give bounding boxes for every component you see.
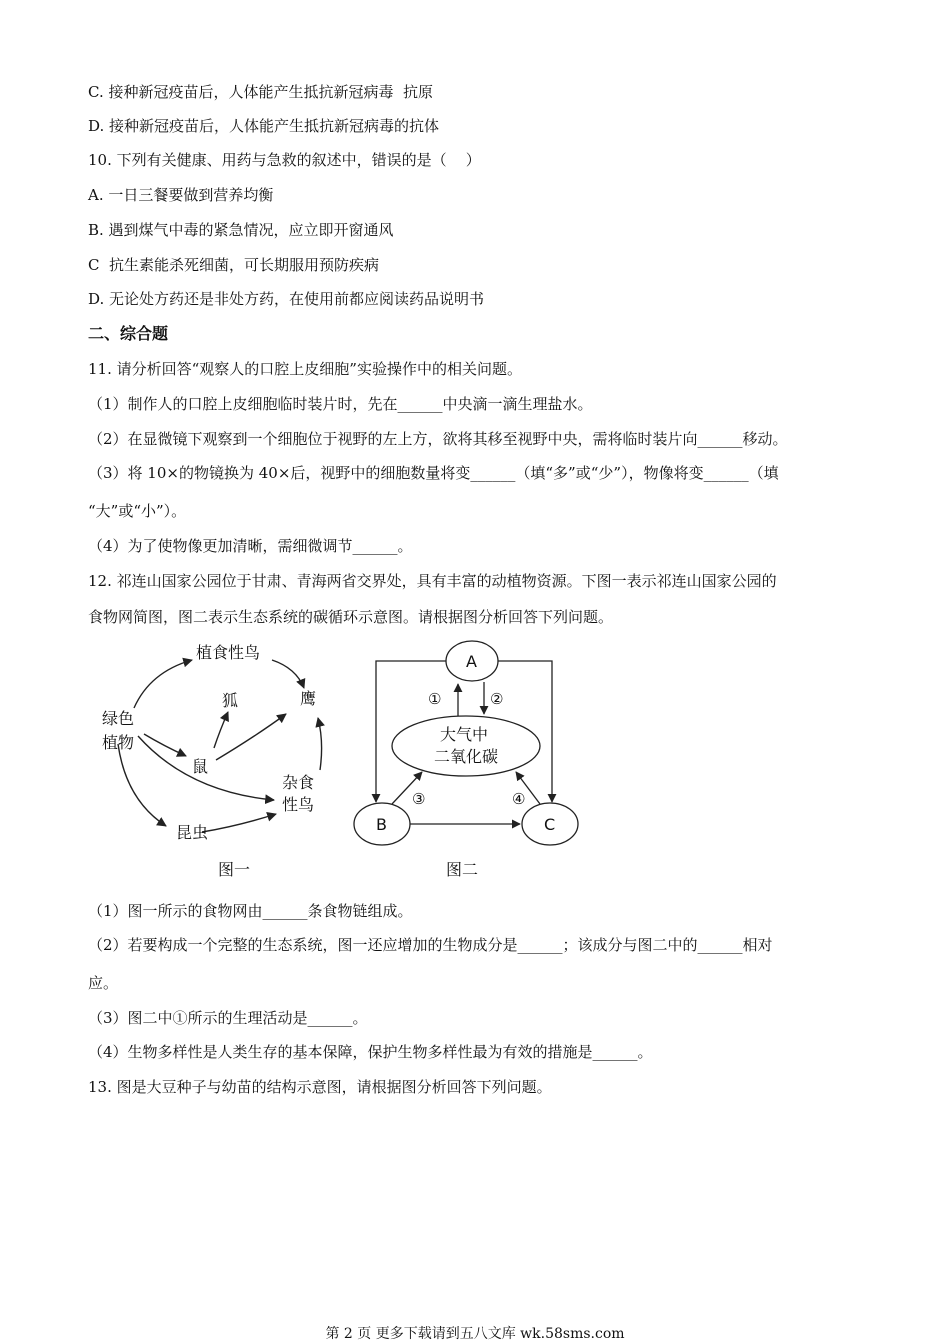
option-a-q10: A. 一日三餐要做到营养均衡 [88,186,274,204]
arrow-omni-bird-to-eagle [318,718,322,770]
q11-part-4: （4）为了使物像更加清晰，需细微调节______。 [88,537,413,555]
q12-part-3: （3）图二中①所示的生理活动是______。 [88,1009,368,1027]
q11-part-2: （2）在显微镜下观察到一个细胞位于视野的左上方，欲将其移至视野中央，需将临时装片向______移动。 [88,430,788,448]
arrow-plant-to-herb-bird [134,660,192,708]
q11-part-1: （1）制作人的口腔上皮细胞临时装片时，先在______中央滴一滴生理盐水。 [88,395,593,413]
carbon-cycle-diagram [348,638,588,888]
node-mouse: 鼠 [192,757,209,776]
arrow-insect-to-omni-bird [202,814,276,832]
q12-part-4: （4）生物多样性是人类生存的基本保障，保护生物多样性最为有效的措施是______。 [88,1043,653,1061]
arrow-herb-bird-to-eagle [272,660,304,688]
figure1-caption: 图一 [218,860,251,879]
arrow-plant-to-mouse [144,734,186,756]
label-2: ② [490,690,504,708]
node-co2-line1: 大气中 [440,725,489,744]
arrow-mouse-to-eagle [216,714,286,760]
question-12-cont: 食物网简图，图二表示生态系统的碳循环示意图。请根据图分析回答下列问题。 [88,608,614,626]
figure2-caption: 图二 [446,860,479,879]
node-plant-line1: 绿色 [102,709,135,728]
q12-part-2-cont: 应。 [88,974,119,992]
question-11: 11. 请分析回答“观察人的口腔上皮细胞”实验操作中的相关问题。 [88,360,522,378]
label-1: ① [428,690,442,708]
node-omni-bird-line2: 性鸟 [282,795,315,814]
question-13: 13. 图是大豆种子与幼苗的结构示意图，请根据图分析回答下列问题。 [88,1078,552,1096]
section-heading: 二、综合题 [88,324,169,343]
node-insect: 昆虫 [176,823,209,842]
question-10: 10. 下列有关健康、用药与急救的叙述中，错误的是（ ） [88,151,481,169]
node-plant-line2: 植物 [102,733,135,752]
question-12: 12. 祁连山国家公园位于甘肃、青海两省交界处，具有丰富的动植物资源。下图一表示祁连山国家公园的 [88,572,777,590]
option-c-q10: C 抗生素能杀死细菌，可长期服用预防疾病 [88,256,380,274]
option-d-q9: D. 接种新冠疫苗后，人体能产生抵抗新冠病毒的抗体 [88,117,440,135]
q11-part-3-cont: “大”或“小”）。 [88,502,187,520]
label-4: ④ [512,790,526,808]
node-c: C [544,815,556,834]
food-web-diagram [88,632,348,888]
node-a: A [466,652,477,671]
node-b: B [376,815,387,834]
node-co2-line2: 二氧化碳 [434,747,499,766]
arrow-a-to-b [376,661,446,802]
option-d-q10: D. 无论处方药还是非处方药，在使用前都应阅读药品说明书 [88,290,485,308]
option-b-q10: B. 遇到煤气中毒的紧急情况，应立即开窗通风 [88,221,394,239]
page-footer: 第 2 页 更多下载请到五八文库 wk.58sms.com [325,1326,625,1342]
q11-part-3: （3）将 10×的物镜换为 40×后，视野中的细胞数量将变______（填“多”或“少”），物像将变______（填 [88,464,779,482]
option-c-q9: C. 接种新冠疫苗后，人体能产生抵抗新冠病毒 抗原 [88,83,434,101]
node-herb-bird: 植食性鸟 [196,643,261,662]
arrow-mouse-to-fox [214,712,228,748]
q12-part-1: （1）图一所示的食物网由______条食物链组成。 [88,902,413,920]
node-eagle: 鹰 [300,689,317,708]
label-3: ③ [412,790,426,808]
node-omni-bird-line1: 杂食 [282,773,315,792]
node-fox: 狐 [222,691,239,710]
arrow-a-to-c [498,661,552,802]
q12-part-2: （2）若要构成一个完整的生态系统，图一还应增加的生物成分是______；该成分与图二中的______相对 [88,936,773,954]
